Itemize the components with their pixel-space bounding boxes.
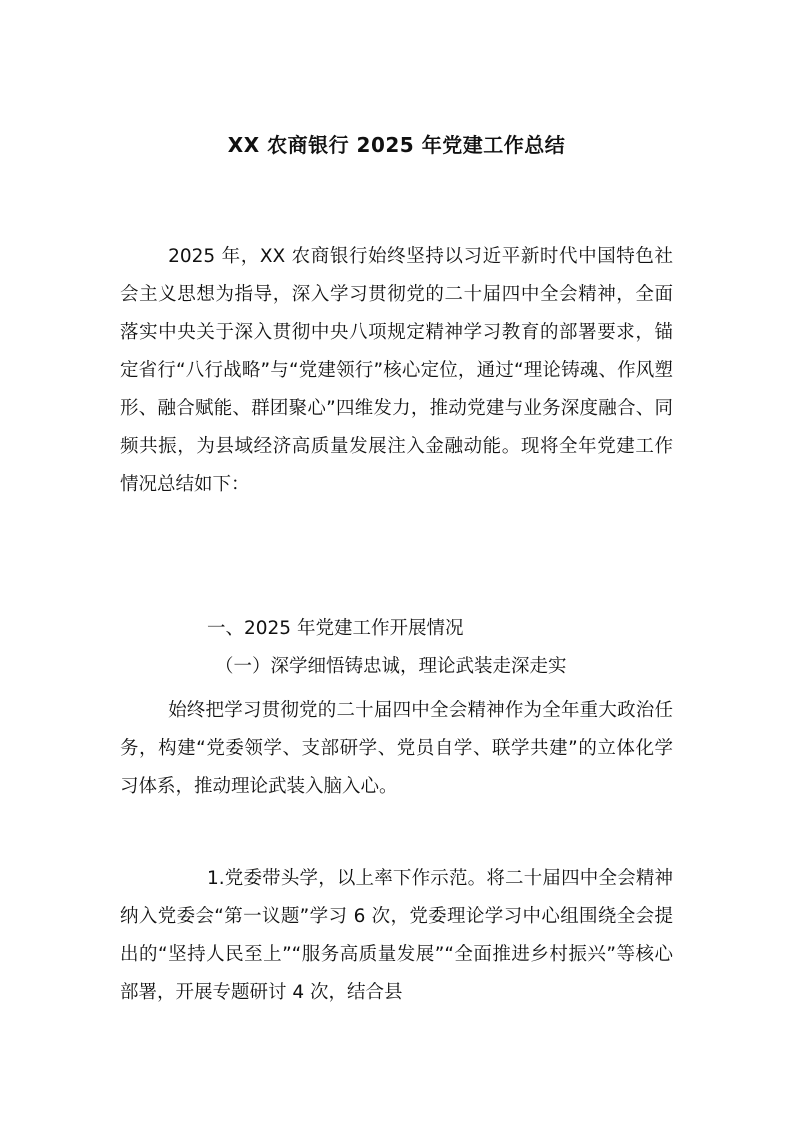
document-title: XX 农商银行 2025 年党建工作总结 <box>227 133 566 157</box>
subsection-heading-1: （一）深学细悟铸忠诚，理论武装走深走实 <box>215 656 567 677</box>
section-heading-1: 一、2025 年党建工作开展情况 <box>207 618 464 639</box>
subsection-1-body: 始终把学习贯彻党的二十届四中全会精神作为全年重大政治任务，构建“党委领学、支部研学、党员自学、联学共建”的立体化学习体系，推动理论武装入脑入心。 <box>120 700 673 797</box>
item-1-paragraph: 1.党委带头学，以上率下作示范。将二十届四中全会精神纳入党委会“第一议题”学习 6 次，党委理论学习中心组围绕全会提出的“坚持人民至上”“服务高质量发展”“全面推进乡村振兴”等核心部署，开展专题研讨 4 次，结合县 <box>120 868 673 1003</box>
intro-paragraph: 2025 年，XX 农商银行始终坚持以习近平新时代中国特色社会主义思想为指导，深入学习贯彻党的二十届四中全会精神，全面落实中央关于深入贯彻中央八项规定精神学习教育的部署要求，锚定省行“八行战略”与“党建领行”核心定位，通过“理论铸魂、作风塑形、融合赋能、群团聚心”四维发力，推动党建与业务深度融合、同频共振，为县域经济高质量发展注入金融动能。现将全年党建工作情况总结如下： <box>120 246 673 495</box>
